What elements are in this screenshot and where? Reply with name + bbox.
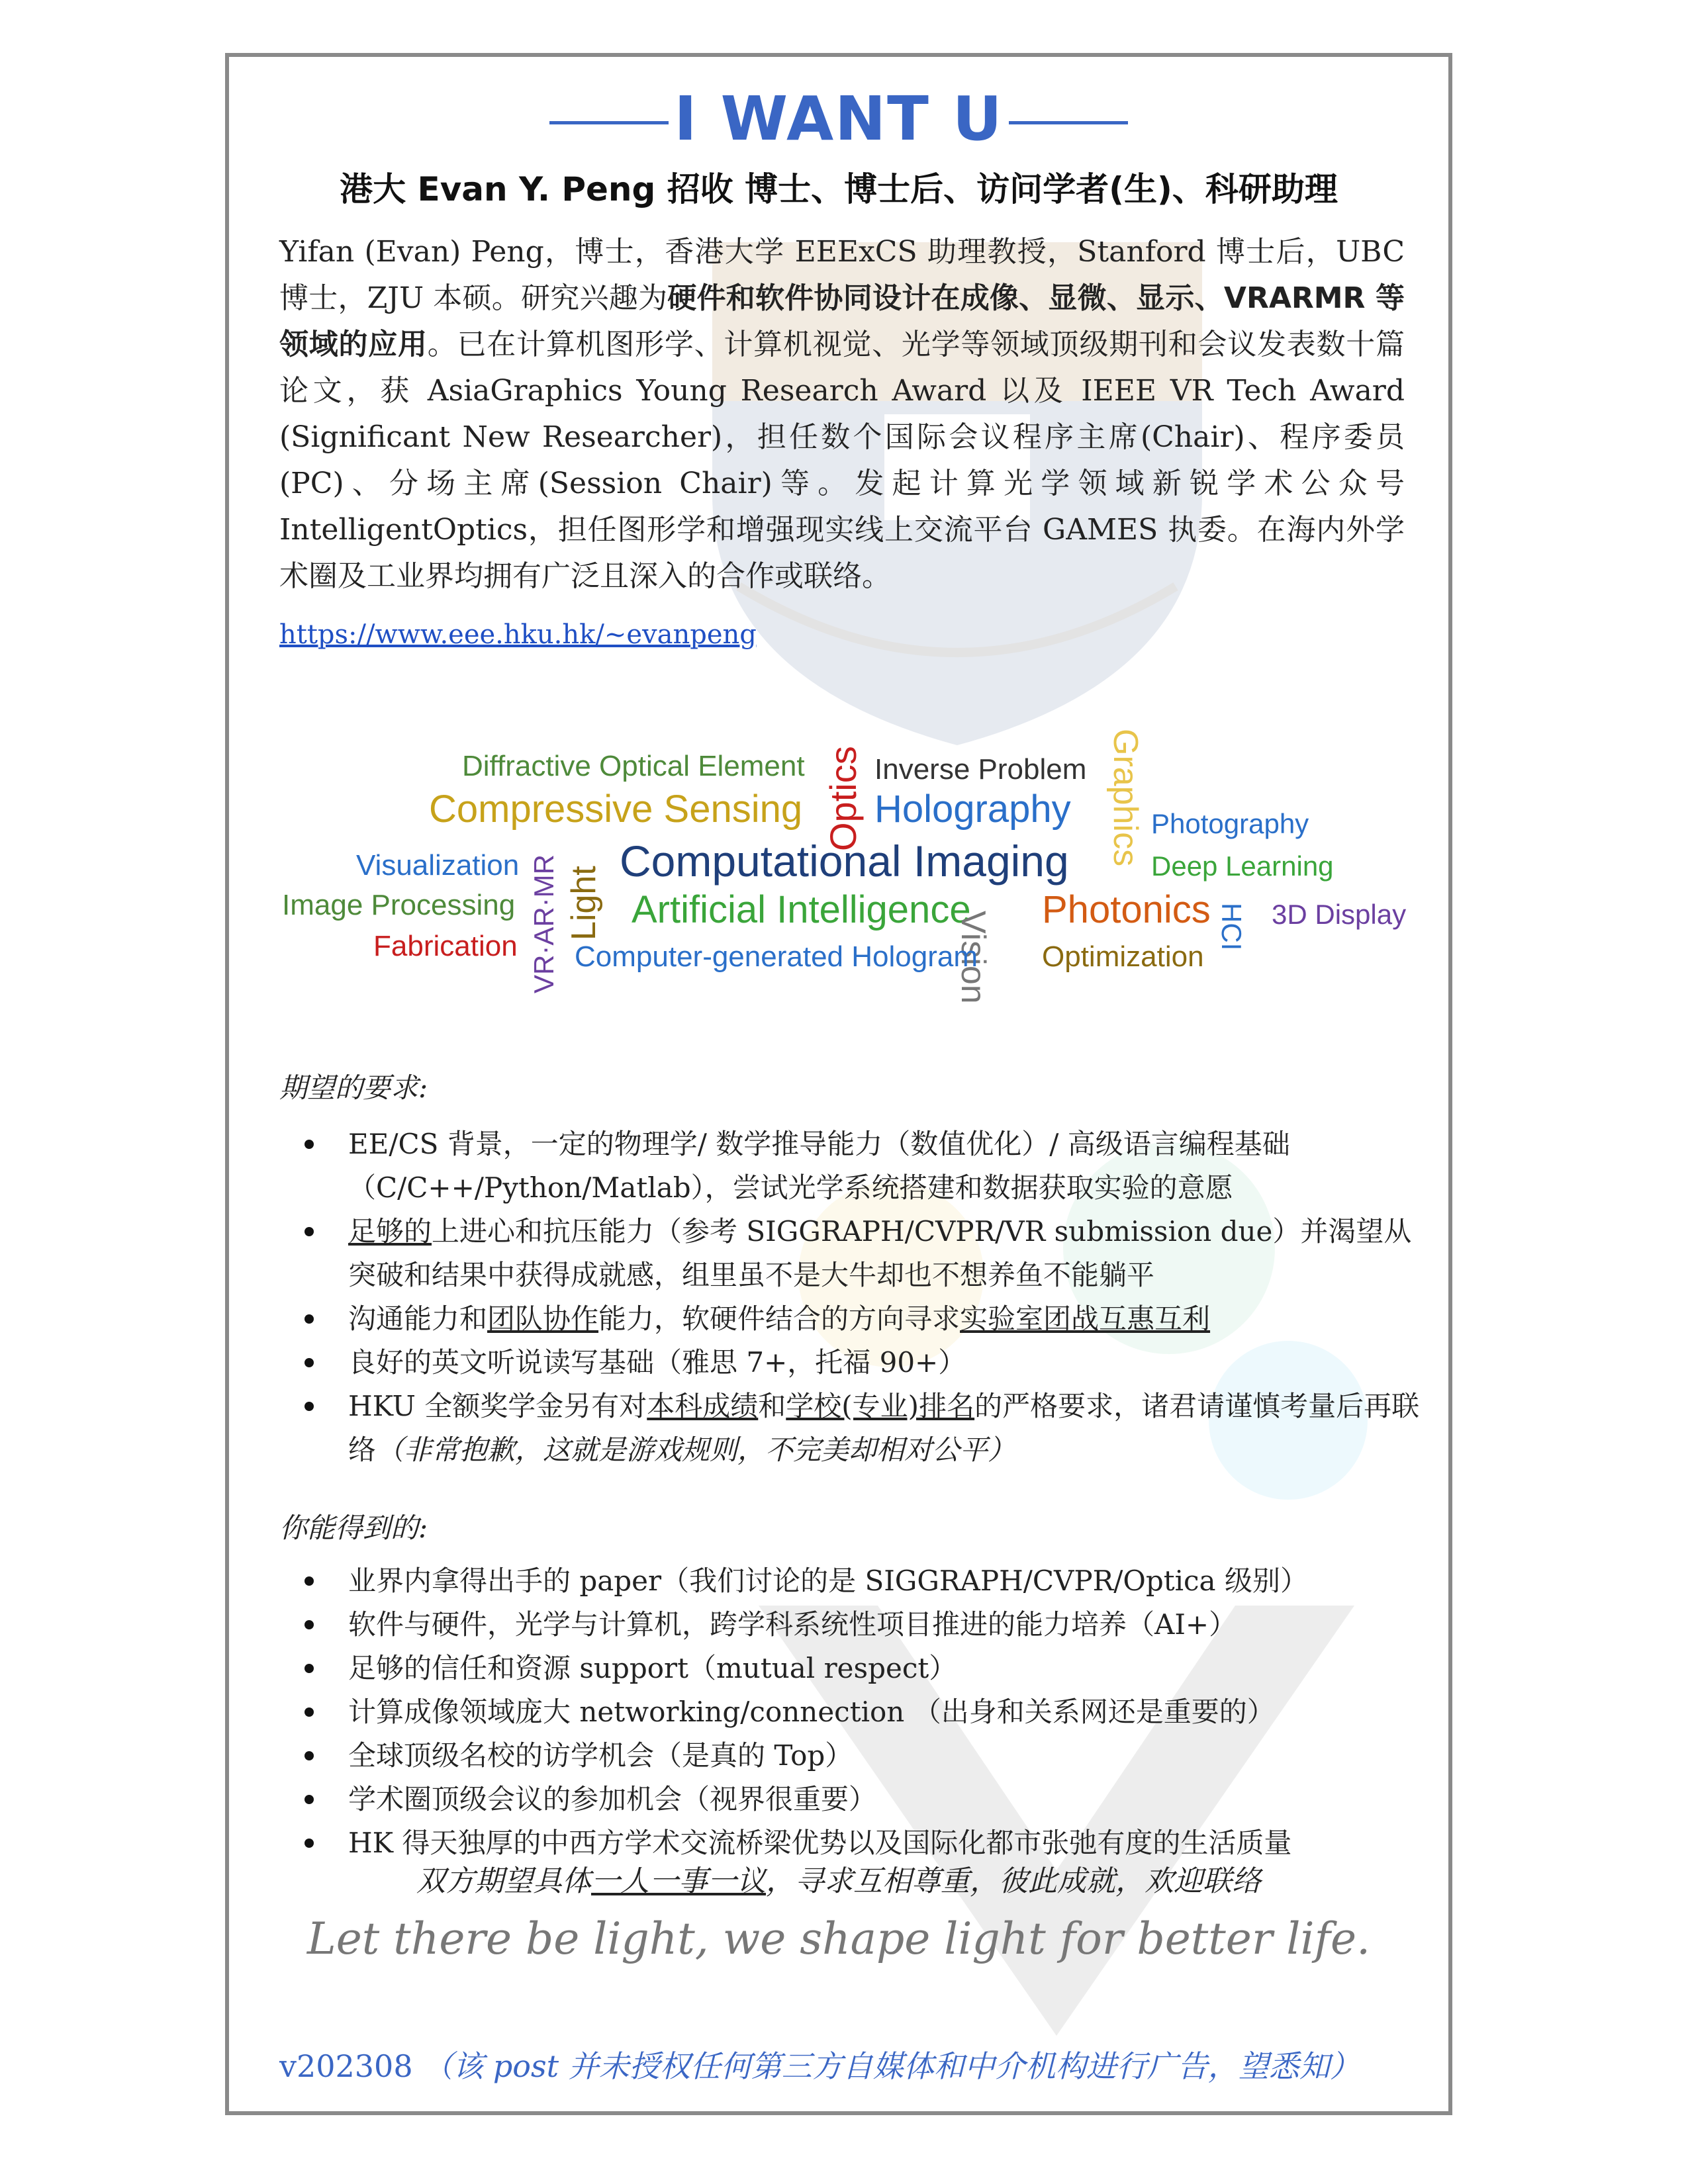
page-frame <box>225 53 1452 2115</box>
expectation-undergrad-grades: 本科成绩 <box>647 1390 759 1422</box>
word-optimization: Optimization <box>1042 940 1204 973</box>
homepage-link[interactable]: https://www.eee.hku.hk/~evanpeng <box>279 619 757 650</box>
page-title <box>229 83 1448 154</box>
word-image-processing: Image Processing <box>282 889 516 921</box>
expectation-background: EE/CS 背景，一定的物理学/ 数学推导能力（数值优化）/ 高级语言编程基础（C/C++/Python/Matlab），尝试光学系统搭建和数据获取实验的意愿 <box>348 1128 1290 1204</box>
intro-text-1: Yifan (Evan) Peng，博士，香港大学 EEExCS 助理教授，Stanford 博士后，UBC 博士，ZJU 本硕。研究兴趣为 <box>279 235 1405 315</box>
word-deep-learning: Deep Learning <box>1151 850 1334 882</box>
expectation-communication: 沟通能力和 <box>348 1302 488 1335</box>
word-graphics: Graphics <box>1106 729 1145 867</box>
expectation-scholarship: HKU 全额奖学金另有对 <box>348 1390 647 1422</box>
expectation-and: 和 <box>758 1390 786 1422</box>
word-vr-ar-mr: VR·AR·MR <box>528 854 559 993</box>
list-item <box>295 1603 1421 1647</box>
closing-line <box>229 1857 1448 1899</box>
expectation-school-rank: 学校(专业)排名 <box>786 1390 975 1422</box>
disclaimer-note: （该 post 并未授权任何第三方自媒体和中介机构进行广告，望悉知） <box>422 2048 1360 2084</box>
word-compressive-sensing: Compressive Sensing <box>429 788 803 831</box>
page-subtitle: 港大 Evan Y. Peng 招收 博士、博士后、访问学者(生)、科研助理 <box>340 170 1338 208</box>
word-holography: Holography <box>874 788 1071 831</box>
list-item <box>295 1778 1421 1821</box>
title-dash-right <box>1009 121 1128 124</box>
word-light: Light <box>565 866 603 940</box>
word-optics: Optics <box>822 746 864 851</box>
intro-research-interest: 硬件和软件协同设计在成像、显微、显示、VRARMR 等领域的应用 <box>279 281 1405 361</box>
word-computer-generated-hologram: Computer-generated Hologram <box>575 940 978 973</box>
tagline: Let there be light, we shape light for better life. <box>306 1913 1371 1964</box>
benefits-list <box>295 1559 1421 1865</box>
list-item <box>295 1690 1421 1734</box>
closing-text-2: ，寻求互相尊重，彼此成就，欢迎联络 <box>766 1864 1261 1898</box>
benefit-conferences: 学术圈顶级会议的参加机会（视界很重要） <box>348 1783 877 1815</box>
list-item <box>295 1647 1421 1690</box>
closing-text-1: 双方期望具体 <box>416 1864 591 1898</box>
list-item <box>295 1297 1421 1341</box>
expectation-lab-team: 实验室团战互惠互利 <box>960 1302 1211 1335</box>
benefit-hk-life: HK 得天独厚的中西方学术交流桥梁优势以及国际化都市张弛有度的生活质量 <box>348 1827 1292 1859</box>
benefit-skills: 软件与硬件，光学与计算机，跨学科系统性项目推进的能力培养（AI+） <box>348 1608 1237 1641</box>
word-fabrication: Fabrication <box>373 930 518 962</box>
benefit-visiting: 全球顶级名校的访学机会（是真的 Top） <box>348 1739 853 1772</box>
list-item <box>295 1210 1421 1297</box>
word-hci: HCI <box>1216 903 1247 951</box>
research-word-cloud <box>229 692 1448 1063</box>
benefit-paper: 业界内拿得出手的 paper（我们讨论的是 SIGGRAPH/CVPR/Optica 级别） <box>348 1565 1308 1597</box>
expectation-english: 良好的英文听说读写基础（雅思 7+，托福 90+） <box>348 1346 966 1379</box>
word-inverse-problem: Inverse Problem <box>874 753 1087 786</box>
closing-emphasis: 一人一事一议 <box>591 1864 766 1898</box>
word-artificial-intelligence: Artificial Intelligence <box>632 888 971 931</box>
expectation-direction: 能力，软硬件结合的方向寻求 <box>598 1302 961 1335</box>
word-photography: Photography <box>1151 808 1309 839</box>
benefits-heading: 你能得到的: <box>279 1512 428 1544</box>
version-line <box>279 2042 1360 2086</box>
intro-paragraph <box>279 229 1405 600</box>
word-vision: Vision <box>954 911 992 1004</box>
title-dash-left <box>549 121 669 124</box>
word-computational-imaging: Computational Imaging <box>620 837 1069 886</box>
expectation-teamwork: 团队协作 <box>487 1302 599 1335</box>
word-diffractive-optical-element: Diffractive Optical Element <box>462 750 805 782</box>
expectations-heading: 期望的要求: <box>279 1071 428 1104</box>
expectation-emphasis: 足够的 <box>348 1215 432 1248</box>
list-item <box>295 1122 1421 1210</box>
list-item <box>295 1385 1421 1472</box>
list-item <box>295 1559 1421 1603</box>
list-item <box>295 1734 1421 1778</box>
expectation-requirement: 的严格要求，诸君请谨慎考量后再联络 <box>348 1390 1420 1466</box>
word-photonics: Photonics <box>1042 888 1211 931</box>
version-number: v202308 <box>279 2048 413 2084</box>
expectations-list <box>295 1122 1421 1472</box>
expectation-motivation: 上进心和抗压能力（参考 SIGGRAPH/CVPR/VR submission due）并渴望从突破和结果中获得成就感，组里虽不是大牛却也不想养鱼不能躺平 <box>348 1215 1412 1291</box>
word-3d-display: 3D Display <box>1272 899 1407 930</box>
list-item <box>295 1341 1421 1385</box>
benefit-support: 足够的信任和资源 support（mutual respect） <box>348 1652 957 1684</box>
expectation-apology: （非常抱歉，这就是游戏规则，不完美却相对公平） <box>376 1433 1016 1466</box>
word-visualization: Visualization <box>356 849 520 882</box>
intro-text-2: 。已在计算机图形学、计算机视觉、光学等领域顶级期刊和会议发表数十篇论文，获 AsiaGraphics Young Research Award 以及 IEEE VR Tech Award (Significant New Researcher)，担任数个国际会议程序主席(Chair)、程序委员(PC)、分场主席(Session Chair)等。发起计算光学领域新锐学术公众号 IntelligentOptics，担任图形学和增强现实线上交流平台 GAMES 执委。在海内外学术圈及工业界均拥有广泛且深入的合作或联络。 <box>279 328 1405 593</box>
benefit-networking: 计算成像领域庞大 networking/connection （出身和关系网还是重要的） <box>348 1696 1275 1728</box>
title-text: I WANT U <box>674 83 1004 154</box>
